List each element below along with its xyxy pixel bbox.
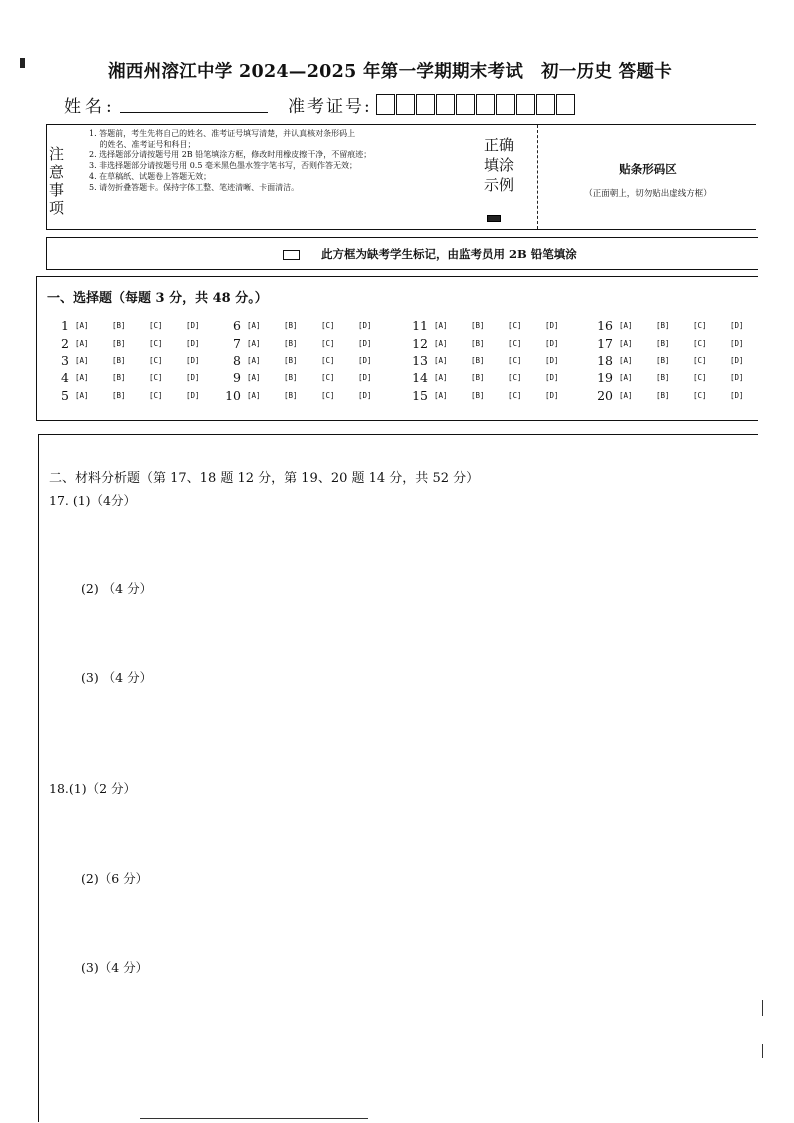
notice-heading: 注意事项 xyxy=(49,145,65,217)
answer-bubble[interactable]: [B] xyxy=(471,355,485,365)
answer-bubble[interactable]: [B] xyxy=(471,320,485,330)
answer-bubble[interactable]: [D] xyxy=(186,390,200,400)
answer-bubble[interactable]: [A] xyxy=(434,390,448,400)
question-row xyxy=(219,317,395,333)
notice-item: 的姓名、准考证号和科目； xyxy=(89,139,196,149)
answer-bubble[interactable]: [C] xyxy=(149,338,163,348)
answer-bubble[interactable]: [B] xyxy=(471,372,485,382)
answer-bubble[interactable]: [D] xyxy=(358,320,372,330)
answer-bubble[interactable]: [C] xyxy=(508,320,522,330)
answer-bubble[interactable]: [B] xyxy=(284,355,298,365)
question-row xyxy=(400,387,582,403)
question-part-label: (2) （4 分） xyxy=(81,581,153,596)
answer-bubble[interactable]: [D] xyxy=(545,320,559,330)
question-number: 10 xyxy=(225,387,241,403)
filled-mark-sample xyxy=(487,215,501,222)
answer-bubble[interactable]: [A] xyxy=(247,372,261,382)
answer-bubble[interactable]: [A] xyxy=(75,338,89,348)
answer-bubble[interactable]: [B] xyxy=(284,372,298,382)
answer-bubble[interactable]: [A] xyxy=(247,355,261,365)
question-row xyxy=(587,317,767,333)
answer-bubble[interactable]: [D] xyxy=(358,390,372,400)
barcode-hint: （正面朝上，切勿贴出虚线方框） xyxy=(584,189,712,199)
answer-bubble[interactable]: [D] xyxy=(186,338,200,348)
absent-checkbox[interactable] xyxy=(283,250,300,260)
answer-bubble[interactable]: [A] xyxy=(75,355,89,365)
answer-bubble[interactable]: [B] xyxy=(284,320,298,330)
question-part-label: (2)（6 分） xyxy=(81,871,149,886)
answer-bubble[interactable]: [D] xyxy=(545,338,559,348)
question-number: 18 xyxy=(597,352,613,368)
answer-bubble[interactable]: [C] xyxy=(321,338,335,348)
answer-bubble[interactable]: [C] xyxy=(321,390,335,400)
answer-bubble[interactable]: [A] xyxy=(434,320,448,330)
student-info-row xyxy=(64,92,575,116)
answer-bubble[interactable]: [D] xyxy=(730,355,744,365)
question-row xyxy=(587,352,767,368)
question-number: 2 xyxy=(61,335,69,351)
section-title-material-analysis: 二、材料分析题（第 17、18 题 12 分，第 19、20 题 14 分，共 52 分） xyxy=(49,471,480,486)
exam-number-digit-box[interactable] xyxy=(476,94,495,115)
answer-bubble[interactable]: [C] xyxy=(321,355,335,365)
answer-bubble[interactable]: [A] xyxy=(619,320,633,330)
question-row xyxy=(400,317,582,333)
answer-bubble[interactable]: [B] xyxy=(656,320,670,330)
answer-bubble[interactable]: [A] xyxy=(75,320,89,330)
answer-bubble[interactable]: [C] xyxy=(149,390,163,400)
answer-bubble[interactable]: [B] xyxy=(656,390,670,400)
question-row xyxy=(219,387,395,403)
answer-bubble[interactable]: [A] xyxy=(247,320,261,330)
edge-mark xyxy=(762,1000,763,1016)
answer-bubble[interactable]: [B] xyxy=(112,338,126,348)
answer-bubble[interactable]: [B] xyxy=(112,390,126,400)
question-row xyxy=(400,335,582,351)
notice-list xyxy=(89,129,371,193)
answer-bubble[interactable]: [A] xyxy=(247,390,261,400)
barcode-title: 贴条形码区 xyxy=(619,162,677,176)
answer-bubble[interactable]: [C] xyxy=(149,320,163,330)
section-title-multiple-choice: 一、选择题（每题 3 分，共 48 分。） xyxy=(47,291,268,306)
answer-bubble[interactable]: [A] xyxy=(75,372,89,382)
answer-bubble[interactable]: [B] xyxy=(471,338,485,348)
exam-number-digit-box[interactable] xyxy=(436,94,455,115)
question-number: 8 xyxy=(233,352,241,368)
question-part-label: 17. (1)（4分） xyxy=(49,493,137,508)
answer-bubble[interactable]: [D] xyxy=(545,390,559,400)
answer-bubble[interactable]: [C] xyxy=(693,390,707,400)
answer-bubble[interactable]: [B] xyxy=(284,390,298,400)
question-number: 4 xyxy=(61,369,69,385)
answer-bubble[interactable]: [D] xyxy=(545,372,559,382)
absent-panel xyxy=(46,237,758,270)
answer-bubble[interactable]: [C] xyxy=(149,372,163,382)
answer-bubble[interactable]: [A] xyxy=(434,355,448,365)
answer-bubble[interactable]: [C] xyxy=(149,355,163,365)
answer-bubble[interactable]: [D] xyxy=(358,355,372,365)
notice-item: 3. 非选择题部分请按题号用 0.5 毫米黑色墨水签字笔书写，否则作答无效； xyxy=(89,161,357,171)
answer-bubble[interactable]: [D] xyxy=(730,338,744,348)
answer-bubble[interactable]: [D] xyxy=(730,372,744,382)
answer-bubble[interactable]: [A] xyxy=(247,338,261,348)
material-analysis-section xyxy=(38,434,758,1122)
exam-number-digit-box[interactable] xyxy=(556,94,575,115)
exam-number-boxes xyxy=(376,94,575,115)
question-number: 7 xyxy=(233,335,241,351)
answer-bubble[interactable]: [D] xyxy=(730,320,744,330)
question-number: 19 xyxy=(597,369,613,385)
notice-item: 1. 答题前，考生先将自己的姓名、准考证号填写清楚，并认真核对条形码上 xyxy=(89,129,356,138)
exam-number-digit-box[interactable] xyxy=(536,94,555,115)
question-row xyxy=(47,335,223,351)
question-number: 9 xyxy=(233,369,241,385)
answer-bubble[interactable]: [A] xyxy=(434,338,448,348)
answer-bubble[interactable]: [D] xyxy=(358,372,372,382)
answer-bubble[interactable]: [A] xyxy=(619,372,633,382)
answer-bubble[interactable]: [A] xyxy=(619,338,633,348)
question-number: 17 xyxy=(597,335,613,351)
answer-bubble[interactable]: [A] xyxy=(434,372,448,382)
answer-bubble[interactable]: [C] xyxy=(693,338,707,348)
answer-bubble[interactable]: [B] xyxy=(656,372,670,382)
question-row xyxy=(47,369,223,385)
answer-bubble[interactable]: [C] xyxy=(693,372,707,382)
question-number: 6 xyxy=(233,317,241,333)
notice-item: 4. 在草稿纸、试题卷上答题无效； xyxy=(89,171,212,181)
question-row xyxy=(47,317,223,333)
exam-number-digit-box[interactable] xyxy=(496,94,515,115)
absent-text: 此方框为缺考学生标记，由监考员用 2B 铅笔填涂 xyxy=(321,247,577,261)
answer-bubble[interactable]: [C] xyxy=(693,355,707,365)
answer-bubble[interactable]: [C] xyxy=(693,320,707,330)
notice-item: 5. 请勿折叠答题卡。保持字体工整、笔迹清晰、卡面清洁。 xyxy=(89,182,300,192)
question-number: 14 xyxy=(412,369,428,385)
question-row xyxy=(47,387,223,403)
answer-bubble[interactable]: [A] xyxy=(619,390,633,400)
question-part-label: 18.(1)（2 分） xyxy=(49,781,137,796)
answer-bubble[interactable]: [C] xyxy=(508,338,522,348)
bottom-divider xyxy=(140,1118,368,1119)
answer-bubble[interactable]: [B] xyxy=(284,338,298,348)
question-row xyxy=(219,369,395,385)
question-number: 12 xyxy=(412,335,428,351)
answer-bubble[interactable]: [C] xyxy=(321,372,335,382)
answer-bubble[interactable]: [D] xyxy=(186,320,200,330)
question-row xyxy=(219,352,395,368)
answer-bubble[interactable]: [D] xyxy=(730,390,744,400)
question-row xyxy=(400,352,582,368)
question-part-label: (3) （4 分） xyxy=(81,670,153,685)
page-title: 湘西州溶江中学 2024—2025 年第一学期期末考试 初一历史 答题卡 xyxy=(108,62,672,82)
answer-bubble[interactable]: [B] xyxy=(656,355,670,365)
alignment-mark xyxy=(20,58,25,68)
notice-panel xyxy=(46,124,756,230)
edge-mark xyxy=(762,1044,763,1058)
question-number: 20 xyxy=(597,387,613,403)
exam-number-label: 准考证号: xyxy=(288,96,372,117)
answer-bubble[interactable]: [C] xyxy=(508,372,522,382)
name-label: 姓名: xyxy=(64,96,116,117)
question-number: 13 xyxy=(412,352,428,368)
question-number: 5 xyxy=(61,387,69,403)
answer-bubble[interactable]: [D] xyxy=(545,355,559,365)
answer-bubble[interactable]: [B] xyxy=(112,372,126,382)
correct-example-label: 正确填涂示例 xyxy=(483,136,514,194)
exam-number-digit-box[interactable] xyxy=(456,94,475,115)
question-number: 15 xyxy=(412,387,428,403)
name-field[interactable] xyxy=(120,95,268,113)
question-row xyxy=(587,369,767,385)
question-number: 16 xyxy=(597,317,613,333)
question-number: 11 xyxy=(412,317,428,333)
answer-bubble[interactable]: [C] xyxy=(508,390,522,400)
answer-bubble[interactable]: [B] xyxy=(112,355,126,365)
answer-bubble[interactable]: [B] xyxy=(656,338,670,348)
question-number: 3 xyxy=(61,352,69,368)
question-part-label: (3)（4 分） xyxy=(81,960,149,975)
answer-bubble[interactable]: [D] xyxy=(358,338,372,348)
answer-bubble[interactable]: [D] xyxy=(186,372,200,382)
question-row xyxy=(400,369,582,385)
exam-number-digit-box[interactable] xyxy=(376,94,395,115)
answer-bubble[interactable]: [C] xyxy=(321,320,335,330)
question-row xyxy=(47,352,223,368)
answer-bubble[interactable]: [D] xyxy=(186,355,200,365)
barcode-area xyxy=(537,125,757,229)
question-number: 1 xyxy=(61,317,69,333)
notice-item: 2. 选择题部分请按题号用 2B 铅笔填涂方框，修改时用橡皮擦干净，不留痕迹； xyxy=(89,150,372,160)
answer-bubble[interactable]: [C] xyxy=(508,355,522,365)
answer-bubble[interactable]: [B] xyxy=(112,320,126,330)
exam-number-digit-box[interactable] xyxy=(416,94,435,115)
question-row xyxy=(587,387,767,403)
answer-bubble[interactable]: [A] xyxy=(619,355,633,365)
exam-number-digit-box[interactable] xyxy=(516,94,535,115)
multiple-choice-section xyxy=(36,276,758,421)
question-row xyxy=(587,335,767,351)
question-row xyxy=(219,335,395,351)
answer-bubble[interactable]: [A] xyxy=(75,390,89,400)
exam-number-digit-box[interactable] xyxy=(396,94,415,115)
answer-bubble[interactable]: [B] xyxy=(471,390,485,400)
